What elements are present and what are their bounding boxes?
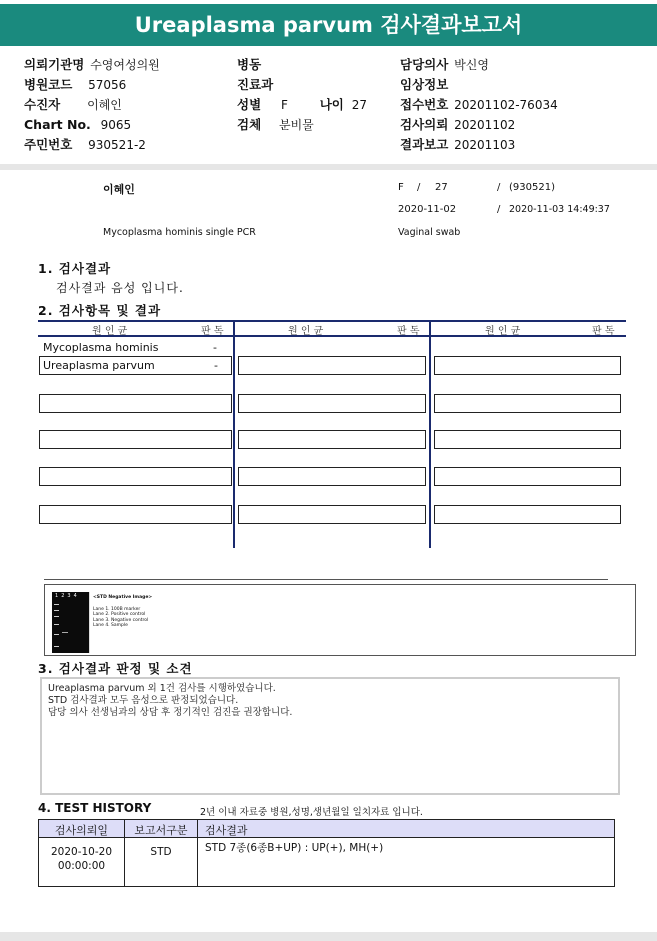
patient-test-name: Mycoplasma hominis single PCR — [103, 227, 256, 238]
result-row-2-cell — [39, 356, 232, 375]
history-col-divider — [197, 820, 198, 886]
result-row-1-name: Mycoplasma hominis — [43, 341, 159, 354]
report-value: 20201103 — [454, 138, 516, 152]
col-pathogen-3: 원 인 균 — [485, 326, 521, 337]
patient-date-2: 2020-11-03 14:49:37 — [509, 204, 610, 215]
request-value: 20201102 — [454, 118, 516, 132]
footer-bar — [0, 932, 657, 941]
gel-legend-item: Lane 2. Positive control — [93, 612, 146, 617]
gel-band — [54, 610, 59, 611]
hospital-code-value: 57056 — [88, 78, 127, 92]
history-row-date-day: 2020-10-20 — [50, 846, 113, 858]
gel-legend-item: Lane 1. 100B marker — [93, 606, 141, 612]
clinical-label: 임상정보 — [400, 77, 449, 92]
gel-lane-2: 2 — [61, 593, 68, 599]
chart-no-value: 9065 — [100, 118, 132, 132]
table-divider-2 — [429, 320, 431, 548]
empty-cell — [434, 394, 621, 413]
section-3-title: 3. 검사결과 판정 및 소견 — [38, 661, 193, 676]
receipt-value: 20201102-76034 — [454, 98, 558, 112]
gel-lane-1: 1 — [55, 593, 62, 599]
doctor-label: 담당의사 — [400, 57, 449, 72]
chart-no-label: Chart No. — [24, 117, 91, 132]
history-header-result: 검사결과 — [205, 824, 248, 837]
report-title: Ureaplasma parvum 검사결과보고서 — [0, 4, 657, 46]
history-note: 2년 이내 자료중 병원,성명,생년월일 일치자료 입니다. — [200, 807, 423, 818]
empty-cell — [39, 467, 232, 486]
history-row-type: STD — [150, 846, 172, 858]
col-pathogen-1: 원 인 균 — [92, 326, 128, 337]
sex-label: 성별 — [237, 97, 262, 112]
empty-cell — [434, 430, 621, 449]
ward-label: 병동 — [237, 57, 262, 72]
gel-legend-item: Lane 4. Sample — [93, 623, 128, 628]
section-4-title: 4. TEST HISTORY — [38, 801, 152, 815]
empty-cell — [238, 430, 426, 449]
specimen-label: 검체 — [237, 117, 262, 132]
empty-cell — [238, 467, 426, 486]
resident-no-label: 주민번호 — [24, 137, 73, 152]
resident-no-value: 930521-2 — [88, 138, 146, 152]
patient-name: 이혜인 — [103, 183, 135, 196]
empty-cell — [238, 356, 426, 375]
patient-specimen: Vaginal swab — [398, 227, 461, 238]
patient-date-1: 2020-11-02 — [398, 204, 457, 215]
sex-value: F — [280, 98, 288, 112]
patient-slash-3: / — [497, 204, 501, 215]
report-label: 결과보고 — [400, 137, 449, 152]
gel-band — [54, 634, 59, 635]
gel-lane-4: 4 — [73, 593, 80, 599]
institution-value: 수영여성의원 — [90, 58, 160, 72]
gel-band — [54, 646, 59, 647]
comment-box — [40, 677, 620, 795]
history-header-type: 보고서구분 — [134, 824, 188, 837]
history-table — [38, 819, 615, 887]
comment-line-1: Ureaplasma parvum 외 1건 검사를 시행하였습니다. — [48, 683, 276, 694]
patient-age: 27 — [435, 182, 448, 193]
empty-cell — [39, 430, 232, 449]
section-1-result: 검사결과 음성 입니다. — [56, 281, 184, 295]
result-row-2-result: - — [214, 359, 218, 372]
col-judge-2: 판 독 — [397, 326, 420, 337]
history-header-date: 검사의뢰일 — [54, 824, 109, 837]
gel-image — [52, 592, 89, 653]
request-label: 검사의뢰 — [400, 117, 449, 132]
gel-image-frame — [44, 584, 636, 656]
history-row-date — [39, 845, 124, 873]
empty-cell — [434, 356, 621, 375]
info-col-3 — [400, 55, 650, 155]
result-row-1-result: - — [213, 341, 217, 354]
institution-label: 의뢰기관명 — [24, 57, 85, 72]
col-pathogen-2: 원 인 균 — [288, 326, 324, 337]
section-2-title: 2. 검사항목 및 결과 — [38, 303, 162, 318]
history-row-date-time: 00:00:00 — [57, 860, 106, 872]
history-row-result: STD 7종(6종B+UP) : UP(+), MH(+) — [205, 842, 384, 854]
examinee-value: 이혜인 — [87, 98, 122, 112]
receipt-label: 접수번호 — [400, 97, 449, 112]
empty-cell — [434, 505, 621, 524]
gel-top-rule — [44, 579, 608, 580]
info-col-1 — [24, 55, 224, 155]
info-col-2 — [237, 55, 387, 135]
gel-band — [54, 616, 59, 617]
patient-sex: F — [398, 182, 404, 193]
empty-cell — [238, 505, 426, 524]
gel-band — [54, 604, 59, 605]
patient-slash-1: / — [417, 182, 421, 193]
age-label: 나이 — [319, 97, 344, 112]
gel-legend-title: <STD Negative Image> — [93, 595, 153, 600]
examinee-label: 수진자 — [24, 97, 61, 112]
section-1-title: 1. 검사결과 — [38, 261, 112, 276]
header-separator — [0, 164, 657, 170]
empty-cell — [434, 467, 621, 486]
empty-cell — [238, 394, 426, 413]
patient-birth: (930521) — [509, 182, 555, 193]
hospital-code-label: 병원코드 — [24, 77, 73, 92]
empty-cell — [39, 394, 232, 413]
comment-line-2: STD 검사결과 모두 음성으로 판정되었습니다. — [48, 695, 239, 706]
gel-band — [62, 632, 68, 633]
gel-legend-item: Lane 3. Negative control — [93, 617, 149, 623]
result-row-2-name: Ureaplasma parvum — [43, 359, 155, 372]
specimen-value: 분비물 — [278, 118, 314, 132]
col-judge-1: 판 독 — [201, 326, 224, 337]
patient-slash-2: / — [497, 182, 501, 193]
empty-cell — [39, 505, 232, 524]
doctor-value: 박신영 — [454, 58, 489, 72]
table-divider-1 — [233, 320, 235, 548]
dept-label: 진료과 — [237, 77, 274, 92]
gel-lane-3: 3 — [67, 593, 74, 599]
comment-line-3: 담당 의사 선생님과의 상담 후 정기적인 검진을 권장합니다. — [48, 707, 293, 718]
col-judge-3: 판 독 — [592, 326, 615, 337]
age-value: 27 — [351, 98, 367, 112]
gel-legend — [89, 592, 157, 653]
gel-band — [54, 624, 59, 625]
